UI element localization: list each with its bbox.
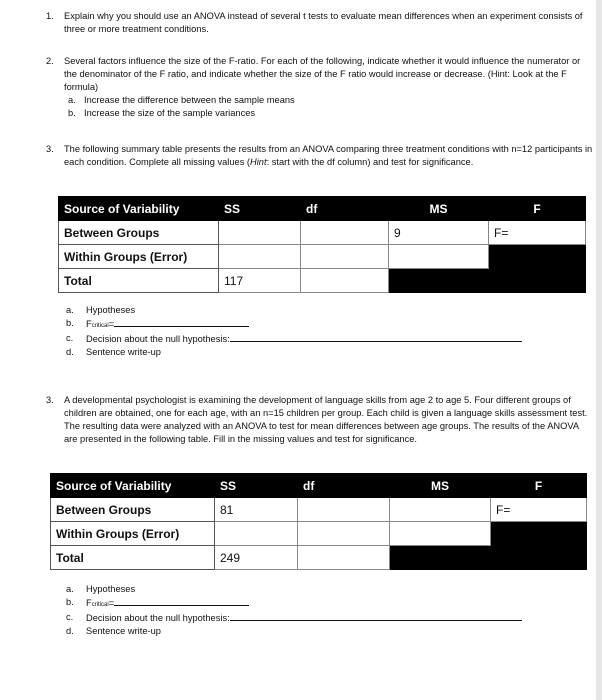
answers-3b xyxy=(66,583,522,637)
question-number: 1. xyxy=(46,11,54,21)
row-label: Within Groups (Error) xyxy=(59,245,219,269)
sub-item-letter: a. xyxy=(68,95,76,105)
header-ss: SS xyxy=(215,474,298,498)
cell-ss[interactable] xyxy=(215,522,298,546)
cell-blocked xyxy=(489,269,586,293)
table-row-within xyxy=(51,522,587,546)
answer-f-critical: b. Fcritical= xyxy=(66,596,522,612)
header-f: F xyxy=(491,474,587,498)
question-text: Explain why you should use an ANOVA instead of several t tests to evaluate mean differences when an experiment consists of three or more treatment conditions. xyxy=(64,11,583,34)
sub-item-letter: b. xyxy=(68,108,76,118)
anova-table-1 xyxy=(58,196,586,293)
cell-df[interactable] xyxy=(298,498,390,522)
page-edge xyxy=(596,0,602,700)
table-row-between xyxy=(59,221,586,245)
question-2 xyxy=(46,55,594,120)
cell-ss[interactable] xyxy=(219,245,301,269)
row-label: Total xyxy=(59,269,219,293)
cell-df[interactable] xyxy=(301,245,389,269)
cell-blocked xyxy=(389,269,489,293)
answer-blank[interactable] xyxy=(230,332,522,342)
answer-write-up: d. Sentence write-up xyxy=(66,346,161,357)
cell-f[interactable]: F= xyxy=(489,221,586,245)
question-number: 3. xyxy=(46,144,54,154)
question-3a xyxy=(46,143,594,169)
cell-blocked xyxy=(489,245,586,269)
table-row-total xyxy=(59,269,586,293)
cell-blocked xyxy=(390,546,491,570)
header-source: Source of Variability xyxy=(51,474,215,498)
question-1 xyxy=(46,10,594,36)
answer-blank[interactable] xyxy=(230,611,522,621)
cell-blocked xyxy=(491,546,587,570)
table-row-total xyxy=(51,546,587,570)
sub-item-text: Increase the size of the sample variances xyxy=(84,108,256,118)
sub-item xyxy=(68,94,594,107)
cell-f[interactable]: F= xyxy=(491,498,587,522)
answer-hypotheses: a. Hypotheses xyxy=(66,305,136,315)
cell-ss[interactable]: 249 xyxy=(215,546,298,570)
cell-ss[interactable] xyxy=(219,221,301,245)
header-df: df xyxy=(301,197,389,221)
table-header-row xyxy=(51,474,587,498)
question-text: A developmental psychologist is examining the development of language skills from age 2 to age 5. Four different groups of children are obtained, one for each age, with an n=15 children per group. Each child is given a language skills assessment test. The resulting data were analyzed with an ANOVA to test for mean differences between age groups. The results of the ANOVA are presented in the following table. Fill in the missing values and test for significance. xyxy=(64,395,588,444)
header-f: F xyxy=(489,197,586,221)
answer-f-critical: b. Fcritical= xyxy=(66,317,522,333)
question-number: 2. xyxy=(46,56,54,66)
answer-decision: c. Decision about the null hypothesis: xyxy=(66,332,522,346)
header-ss: SS xyxy=(219,197,301,221)
question-text: The following summary table presents the results from an ANOVA comparing three treatment conditions with n=12 participants in each condition. Complete all missing values (Hint: start with the df column) and test for significance. xyxy=(64,144,593,167)
cell-ms[interactable] xyxy=(390,498,491,522)
row-label: Between Groups xyxy=(59,221,219,245)
header-ms: MS xyxy=(390,474,491,498)
cell-ss[interactable]: 117 xyxy=(219,269,301,293)
anova-table-2 xyxy=(50,473,587,570)
cell-df[interactable] xyxy=(298,546,390,570)
header-df: df xyxy=(298,474,390,498)
answers-3a xyxy=(66,304,522,358)
row-label: Between Groups xyxy=(51,498,215,522)
cell-ms[interactable]: 9 xyxy=(389,221,489,245)
sub-item xyxy=(68,107,594,120)
sub-item-text: Increase the difference between the sample means xyxy=(84,95,295,105)
cell-df[interactable] xyxy=(301,221,389,245)
question-3b xyxy=(46,394,594,446)
cell-ss[interactable]: 81 xyxy=(215,498,298,522)
answer-write-up: d. Sentence write-up xyxy=(66,625,161,636)
row-label: Total xyxy=(51,546,215,570)
cell-df[interactable] xyxy=(301,269,389,293)
table-row-within xyxy=(59,245,586,269)
cell-df[interactable] xyxy=(298,522,390,546)
header-ms: MS xyxy=(389,197,489,221)
answer-blank[interactable] xyxy=(114,596,249,606)
row-label: Within Groups (Error) xyxy=(51,522,215,546)
question-text: Several factors influence the size of the F-ratio. For each of the following, indicate whether it would influence the numerator or the denominator of the F ratio, and indicate whether the size of the F ratio would increase or decrease. (Hint: Look at the F formula) xyxy=(64,56,581,92)
table-row-between xyxy=(51,498,587,522)
question-number: 3. xyxy=(46,395,54,405)
table-header-row xyxy=(59,197,586,221)
answer-decision: c. Decision about the null hypothesis: xyxy=(66,611,522,625)
answer-blank[interactable] xyxy=(114,317,249,327)
answer-hypotheses: a. Hypotheses xyxy=(66,584,136,594)
cell-blocked xyxy=(491,522,587,546)
header-source: Source of Variability xyxy=(59,197,219,221)
cell-ms[interactable] xyxy=(390,522,491,546)
cell-ms[interactable] xyxy=(389,245,489,269)
